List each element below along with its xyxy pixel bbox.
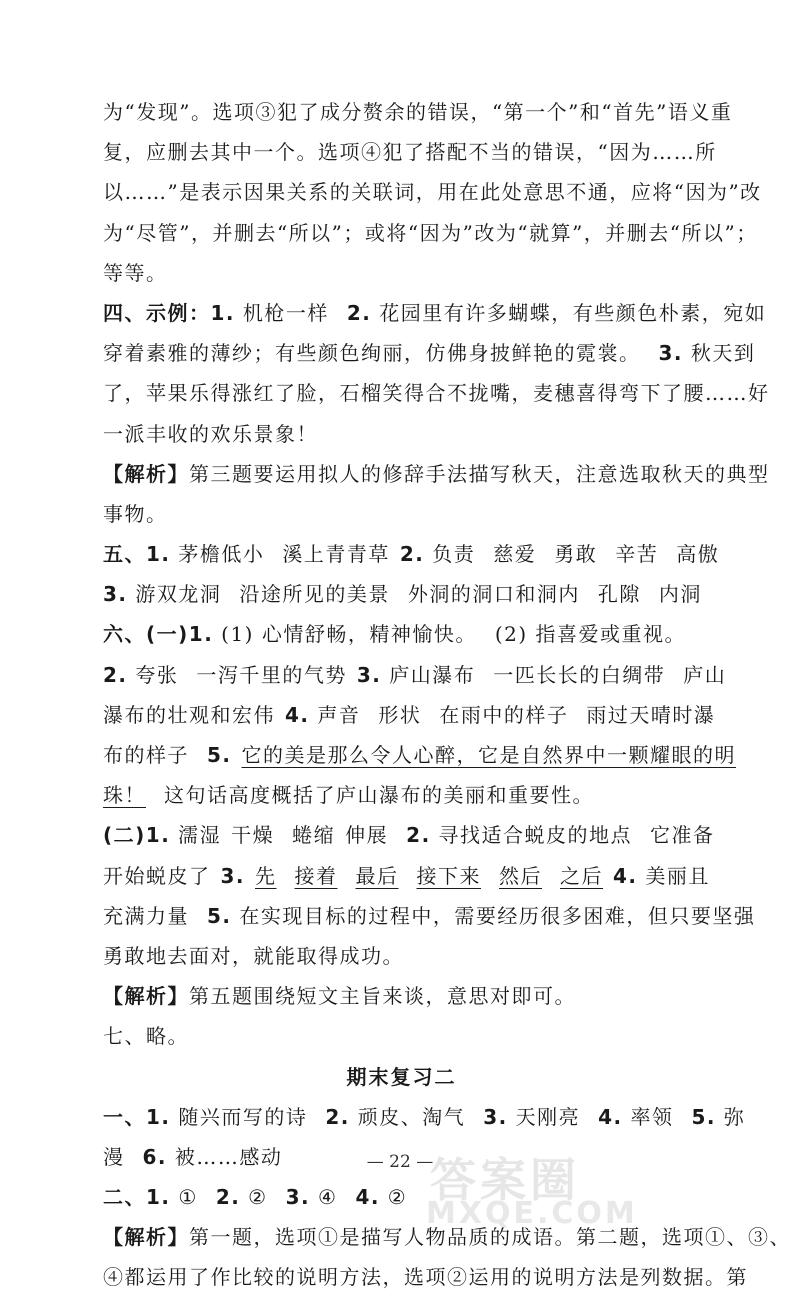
answer-text: 机枪一样 (235, 300, 329, 325)
section-heading: 六、(一) (103, 622, 189, 647)
answer-text: 开始蜕皮了 (103, 863, 211, 888)
analysis-tag: 【解析】 (103, 984, 189, 1009)
answer-text: 形状 (378, 702, 422, 727)
answer-text: 夸张 (127, 662, 179, 687)
answer-line (103, 574, 700, 614)
analysis-text: 第五题围绕短文主旨来谈，意思对即可。 (189, 984, 576, 1009)
section-heading: 二、 (103, 1185, 146, 1210)
answer-text: 内洞 (658, 582, 702, 607)
item-number: 5. (207, 903, 232, 928)
item-number: 3. (356, 662, 382, 687)
answer-line (103, 333, 756, 373)
watermark-logo (420, 1140, 800, 1236)
text-line: 为“尽管”，并删去“所以”；或将“因为”改为“就算”，并删去“所以”； (103, 220, 758, 245)
item-number: 3. (220, 863, 246, 888)
answer-text: 弥 (716, 1104, 746, 1129)
item-number: 2. (215, 1185, 241, 1210)
answer-line (103, 695, 716, 735)
section-title: 期末复习二 (346, 1064, 457, 1089)
answer-text: 花园里有许多蝴蝶，有些颜色朴素，宛如 (371, 300, 767, 325)
item-number: 4. (598, 1104, 623, 1129)
answer-text: 外洞的洞口和洞内 (407, 582, 580, 607)
answer-line (103, 775, 700, 815)
text-line: 七、略。 (103, 1024, 189, 1049)
item-number: 1. (146, 1185, 171, 1210)
item-number: 5. (691, 1104, 717, 1129)
analysis-tag: 【解析】 (103, 1225, 189, 1250)
answer-text: 茅檐低小 (170, 542, 265, 567)
section-heading: (二) (103, 823, 146, 848)
analysis-line (103, 454, 770, 494)
answer-text: 布的样子 (103, 743, 189, 767)
section-heading: 四、示例： (103, 300, 211, 325)
answer-text: 辛苦 (615, 542, 659, 567)
item-number: 2. (346, 300, 372, 325)
answer-text: 天刚亮 (507, 1104, 581, 1129)
item-number: 1. (210, 300, 236, 325)
answer-text: 濡湿 (170, 823, 222, 848)
section-heading: 一、 (103, 1104, 146, 1129)
underlined-answer: 接下来 (416, 863, 482, 888)
answer-line (103, 896, 756, 936)
answer-text: 穿着素雅的薄纱；有些颜色绚丽，仿佛身披鲜艳的霓裳。 (103, 341, 641, 366)
section-heading: 五、 (103, 542, 146, 567)
answer-page-content (103, 92, 791, 1298)
answer-text: 勇敢 (554, 542, 598, 567)
answer-text: 孔隙 (597, 582, 641, 607)
item-number: 4. (355, 1185, 380, 1210)
answer-text: 干燥 (231, 823, 275, 848)
answer-text: 寻找适合蜕皮的地点 (430, 823, 633, 848)
item-number: 1. (146, 1104, 171, 1129)
page-number: — 22 — (366, 1152, 434, 1172)
item-number: 2. (103, 662, 128, 687)
answer-text: 沿途所见的美景 (239, 582, 390, 607)
item-number: 3. (103, 582, 128, 607)
item-number: 1. (146, 542, 171, 567)
text-line: ④都运用了作比较的说明方法，选项②运用的说明方法是列数据。第 (103, 1265, 748, 1290)
answer-line (103, 735, 737, 775)
answer-text: 这句话高度概括了庐山瀑布的美丽和重要性。 (164, 783, 594, 808)
item-number: 2. (406, 823, 431, 848)
answer-text: 游双龙洞 (127, 582, 222, 607)
answer-text: 溪上青青草 (282, 542, 390, 567)
answer-text: 在实现目标的过程中，需要经历很多困难，但只要坚强 (231, 903, 756, 928)
answer-text: 蜷缩 (292, 823, 336, 848)
underlined-answer: 它的美是那么令人心醉，它是自然界中一颗耀眼的明 (241, 743, 737, 767)
answer-text: 率领 (622, 1104, 674, 1129)
answer-line (103, 655, 727, 695)
answer-text: (1) 心情舒畅，精神愉快。 (213, 622, 477, 647)
answer-text: 声音 (309, 702, 361, 727)
answer-text: 伸展 (345, 823, 389, 848)
text-line: 勇敢地去面对，就能取得成功。 (103, 943, 404, 968)
item-number: 4. (613, 863, 638, 888)
underlined-answer: 先 (255, 863, 277, 888)
item-number: 1. (188, 622, 214, 647)
text-line: 了，苹果乐得涨红了脸，石榴笑得合不拢嘴，麦穗喜得弯下了腰……好 (103, 381, 770, 406)
item-number: 2. (325, 1104, 350, 1129)
item-number: 2. (399, 542, 425, 567)
analysis-text: 第三题要运用拟人的修辞手法描写秋天，注意选取秋天的典型 (189, 461, 770, 486)
underlined-answer: 接着 (294, 863, 338, 888)
analysis-text: 第一题，选项①是描写人物品质的成语。第二题，选项①、③、 (189, 1225, 791, 1250)
text-line: 复，应删去其中一个。选项④犯了搭配不当的错误，“因为……所 (103, 140, 717, 165)
answer-text: 漫 (103, 1144, 125, 1169)
answer-text: ④ (310, 1185, 338, 1210)
item-number: 3. (285, 1185, 311, 1210)
underlined-answer: 然后 (499, 863, 543, 888)
item-number: 1. (145, 823, 171, 848)
answer-line (103, 293, 767, 333)
watermark-url: MXQE.COM (426, 1196, 638, 1231)
answer-text: 美丽且 (637, 863, 710, 888)
answer-text: 负责 (424, 542, 476, 567)
answer-line (103, 534, 720, 574)
answer-text: ② (240, 1185, 268, 1210)
item-number: 3. (483, 1104, 508, 1129)
underlined-answer: 最后 (355, 863, 399, 888)
answer-text: 高傲 (676, 542, 720, 567)
answer-text: 庐山瀑布 (381, 662, 476, 687)
answer-text: 雨过天晴时瀑 (586, 702, 716, 727)
underlined-answer: 珠！ (103, 783, 146, 808)
answer-text: 充满力量 (103, 903, 189, 928)
answer-text: (2) 指喜爱或重视。 (494, 622, 687, 647)
answer-text: 一泻千里的气势 (196, 662, 347, 687)
text-line: 以……”是表示因果关系的关联词，用在此处意思不通，应将“因为”改 (103, 180, 762, 205)
analysis-tag: 【解析】 (103, 461, 189, 486)
text-line: 一派丰收的欢乐景象！ (103, 421, 318, 446)
item-number: 6. (142, 1144, 168, 1169)
text-line: 为“发现”。选项③犯了成分赘余的错误，“第一个”和“首先”语义重 (103, 100, 733, 124)
answer-text: 庐山 (683, 662, 727, 687)
answer-text: 它准备 (650, 823, 715, 848)
answer-line (103, 614, 700, 654)
answer-text: ① (170, 1185, 198, 1210)
item-number: 4. (285, 702, 310, 727)
answer-text: 一匹长长的白绸带 (493, 662, 666, 687)
answer-text: 瀑布的壮观和宏伟 (103, 702, 275, 727)
item-number: 3. (658, 341, 684, 366)
answer-line (103, 1097, 746, 1137)
answer-text: ② (379, 1185, 408, 1210)
watermark-text: 答案圈 (430, 1153, 580, 1207)
item-number: 5. (207, 743, 232, 767)
text-line: 等等。 (103, 260, 168, 285)
answer-text: 顽皮、淘气 (349, 1104, 466, 1129)
answer-text: 在雨中的样子 (439, 702, 569, 727)
text-line: 事物。 (103, 501, 168, 526)
answer-line (103, 856, 710, 896)
answer-text: 被……感动 (167, 1144, 283, 1169)
answer-text: 随兴而写的诗 (170, 1104, 308, 1129)
answer-text: 秋天到 (683, 341, 756, 366)
underlined-answer: 之后 (560, 863, 604, 888)
analysis-line (103, 976, 700, 1016)
answer-line (103, 815, 715, 855)
answer-text: 慈爱 (493, 542, 537, 567)
